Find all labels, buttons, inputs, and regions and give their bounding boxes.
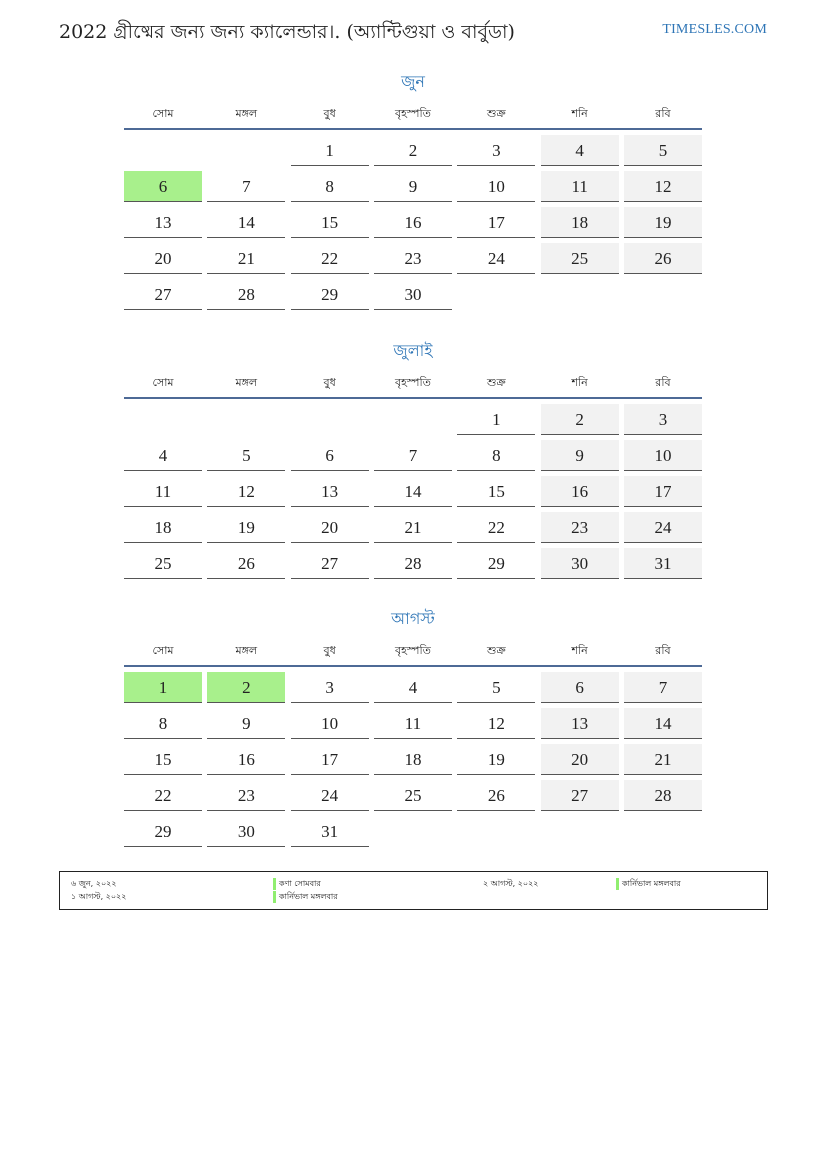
day-cell[interactable]: 16 <box>374 207 452 238</box>
week-row <box>124 511 702 547</box>
day-cell[interactable]: 22 <box>124 780 202 811</box>
month-calendar <box>124 340 702 583</box>
site-link[interactable]: TIMESLES.COM <box>662 22 767 37</box>
weekend-day-cell[interactable]: 28 <box>624 780 702 811</box>
holiday-day-cell[interactable]: 2 <box>207 672 285 703</box>
day-cell[interactable]: 5 <box>457 672 535 703</box>
weekday-label: বুধ <box>323 376 336 389</box>
empty-day-cell <box>541 279 619 310</box>
weekend-day-cell[interactable]: 9 <box>541 440 619 471</box>
week-row <box>124 743 702 779</box>
empty-day-cell <box>291 404 369 435</box>
week-row <box>124 475 702 511</box>
day-cell[interactable]: 4 <box>124 440 202 471</box>
day-cell[interactable]: 1 <box>291 135 369 166</box>
day-cell[interactable]: 9 <box>374 171 452 202</box>
day-cell[interactable]: 22 <box>291 243 369 274</box>
weekday-label: সোম <box>152 376 174 389</box>
week-row <box>124 815 702 851</box>
legend-holiday-name: কার্নিভাল মঙ্গলবার <box>616 878 681 890</box>
weekend-day-cell[interactable]: 5 <box>624 135 702 166</box>
week-row <box>124 547 702 583</box>
day-cell[interactable]: 10 <box>457 171 535 202</box>
weekend-day-cell[interactable]: 14 <box>624 708 702 739</box>
weekend-day-cell[interactable]: 7 <box>624 672 702 703</box>
legend-date: ২ আগস্ট, ২০২২ <box>483 879 539 888</box>
week-row <box>124 671 702 707</box>
weekend-day-cell[interactable]: 4 <box>541 135 619 166</box>
day-cell[interactable]: 23 <box>207 780 285 811</box>
weekend-day-cell[interactable]: 12 <box>624 171 702 202</box>
day-cell[interactable]: 8 <box>124 708 202 739</box>
legend-row <box>60 891 767 903</box>
weekend-day-cell[interactable]: 27 <box>541 780 619 811</box>
day-cell[interactable]: 24 <box>457 243 535 274</box>
day-cell[interactable]: 15 <box>124 744 202 775</box>
day-cell[interactable]: 22 <box>457 512 535 543</box>
holiday-day-cell[interactable]: 1 <box>124 672 202 703</box>
day-cell[interactable]: 27 <box>291 548 369 579</box>
empty-day-cell <box>374 404 452 435</box>
weekend-day-cell[interactable]: 10 <box>624 440 702 471</box>
weekend-day-cell[interactable]: 6 <box>541 672 619 703</box>
day-cell[interactable]: 4 <box>374 672 452 703</box>
weekend-day-cell[interactable]: 23 <box>541 512 619 543</box>
weekday-label: শনি <box>571 376 588 389</box>
day-cell[interactable]: 7 <box>207 171 285 202</box>
day-grid <box>124 403 702 583</box>
day-cell[interactable]: 31 <box>291 816 369 847</box>
weekday-label: বুধ <box>323 644 336 657</box>
holiday-legend <box>59 871 768 910</box>
day-cell[interactable]: 11 <box>374 708 452 739</box>
legend-holiday-name: কার্নিভাল মঙ্গলবার <box>273 891 338 903</box>
weekday-label: বৃহস্পতি <box>395 644 431 657</box>
week-row <box>124 134 702 170</box>
day-cell[interactable]: 17 <box>291 744 369 775</box>
weekend-day-cell[interactable]: 16 <box>541 476 619 507</box>
week-row <box>124 779 702 815</box>
day-cell[interactable]: 11 <box>124 476 202 507</box>
weekday-label: সোম <box>152 107 174 120</box>
weekday-label: মঙ্গল <box>235 107 258 120</box>
day-cell[interactable]: 30 <box>374 279 452 310</box>
day-cell[interactable]: 15 <box>457 476 535 507</box>
weekend-day-cell[interactable]: 30 <box>541 548 619 579</box>
day-cell[interactable]: 25 <box>374 780 452 811</box>
day-cell[interactable]: 13 <box>124 207 202 238</box>
week-row <box>124 278 702 314</box>
day-cell[interactable]: 21 <box>207 243 285 274</box>
empty-day-cell <box>124 135 202 166</box>
legend-row <box>60 878 767 890</box>
day-cell[interactable]: 1 <box>457 404 535 435</box>
day-cell[interactable]: 5 <box>207 440 285 471</box>
week-row <box>124 242 702 278</box>
day-cell[interactable]: 26 <box>207 548 285 579</box>
weekday-label: শনি <box>571 107 588 120</box>
weekend-day-cell[interactable]: 2 <box>541 404 619 435</box>
empty-day-cell <box>374 816 452 847</box>
day-cell[interactable]: 26 <box>457 780 535 811</box>
day-cell[interactable]: 21 <box>374 512 452 543</box>
weekend-day-cell[interactable]: 25 <box>541 243 619 274</box>
day-cell[interactable]: 13 <box>291 476 369 507</box>
weekend-day-cell[interactable]: 19 <box>624 207 702 238</box>
day-cell[interactable]: 19 <box>207 512 285 543</box>
day-cell[interactable]: 29 <box>291 279 369 310</box>
legend-date: ৬ জুন, ২০২২ <box>71 879 117 888</box>
weekday-label: সোম <box>152 644 174 657</box>
day-cell[interactable]: 20 <box>291 512 369 543</box>
weekday-header <box>124 106 702 130</box>
weekday-label: বৃহস্পতি <box>395 107 431 120</box>
weekend-day-cell[interactable]: 31 <box>624 548 702 579</box>
weekday-label: বুধ <box>323 107 336 120</box>
holiday-day-cell[interactable]: 6 <box>124 171 202 202</box>
day-cell[interactable]: 8 <box>291 171 369 202</box>
day-cell[interactable]: 18 <box>374 744 452 775</box>
day-grid <box>124 134 702 314</box>
weekday-label: মঙ্গল <box>235 644 258 657</box>
weekend-day-cell[interactable]: 3 <box>624 404 702 435</box>
day-cell[interactable]: 19 <box>457 744 535 775</box>
day-cell[interactable]: 18 <box>124 512 202 543</box>
day-cell[interactable]: 16 <box>207 744 285 775</box>
week-row <box>124 439 702 475</box>
empty-day-cell <box>457 279 535 310</box>
month-calendar <box>124 71 702 314</box>
day-cell[interactable]: 10 <box>291 708 369 739</box>
weekday-label: রবি <box>655 376 671 389</box>
weekend-day-cell[interactable]: 21 <box>624 744 702 775</box>
empty-day-cell <box>541 816 619 847</box>
weekend-day-cell[interactable]: 24 <box>624 512 702 543</box>
weekday-label: শুক্র <box>486 107 506 120</box>
day-cell[interactable]: 15 <box>291 207 369 238</box>
empty-day-cell <box>207 404 285 435</box>
weekday-label: রবি <box>655 644 671 657</box>
day-cell[interactable]: 12 <box>207 476 285 507</box>
day-cell[interactable]: 12 <box>457 708 535 739</box>
weekend-day-cell[interactable]: 18 <box>541 207 619 238</box>
day-cell[interactable]: 17 <box>457 207 535 238</box>
weekday-label: শুক্র <box>486 376 506 389</box>
weekday-label: রবি <box>655 107 671 120</box>
day-cell[interactable]: 28 <box>374 548 452 579</box>
day-cell[interactable]: 30 <box>207 816 285 847</box>
day-cell[interactable]: 20 <box>124 243 202 274</box>
month-title: জুলাই <box>393 341 433 360</box>
day-grid <box>124 671 702 851</box>
weekend-day-cell[interactable]: 20 <box>541 744 619 775</box>
day-cell[interactable]: 24 <box>291 780 369 811</box>
day-cell[interactable]: 3 <box>457 135 535 166</box>
day-cell[interactable]: 9 <box>207 708 285 739</box>
day-cell[interactable]: 7 <box>374 440 452 471</box>
legend-date: ১ আগস্ট, ২০২২ <box>71 892 127 901</box>
week-row <box>124 170 702 206</box>
empty-day-cell <box>124 404 202 435</box>
weekday-label: বৃহস্পতি <box>395 376 431 389</box>
week-row <box>124 403 702 439</box>
day-cell[interactable]: 14 <box>207 207 285 238</box>
weekend-day-cell[interactable]: 26 <box>624 243 702 274</box>
day-cell[interactable]: 28 <box>207 279 285 310</box>
weekday-header <box>124 375 702 399</box>
week-row <box>124 707 702 743</box>
weekday-header <box>124 643 702 667</box>
weekend-day-cell[interactable]: 17 <box>624 476 702 507</box>
weekday-label: শুক্র <box>486 644 506 657</box>
month-title: জুন <box>401 72 425 91</box>
week-row <box>124 206 702 242</box>
month-title: আগস্ট <box>391 609 435 628</box>
day-cell[interactable]: 29 <box>124 816 202 847</box>
weekday-label: শনি <box>571 644 588 657</box>
day-cell[interactable]: 6 <box>291 440 369 471</box>
day-cell[interactable]: 23 <box>374 243 452 274</box>
day-cell[interactable]: 14 <box>374 476 452 507</box>
day-cell[interactable]: 8 <box>457 440 535 471</box>
empty-day-cell <box>624 816 702 847</box>
day-cell[interactable]: 3 <box>291 672 369 703</box>
legend-holiday-name: কণা সোমবার <box>273 878 321 890</box>
weekend-day-cell[interactable]: 13 <box>541 708 619 739</box>
day-cell[interactable]: 29 <box>457 548 535 579</box>
weekend-day-cell[interactable]: 11 <box>541 171 619 202</box>
empty-day-cell <box>207 135 285 166</box>
day-cell[interactable]: 2 <box>374 135 452 166</box>
empty-day-cell <box>457 816 535 847</box>
page-title: 2022 গ্রীষ্মের জন্য জন্য ক্যালেন্ডার।. (অ্যান্টিগুয়া ও বার্বুডা) <box>59 21 515 43</box>
month-calendar <box>124 608 702 851</box>
weekday-label: মঙ্গল <box>235 376 258 389</box>
day-cell[interactable]: 25 <box>124 548 202 579</box>
empty-day-cell <box>624 279 702 310</box>
day-cell[interactable]: 27 <box>124 279 202 310</box>
